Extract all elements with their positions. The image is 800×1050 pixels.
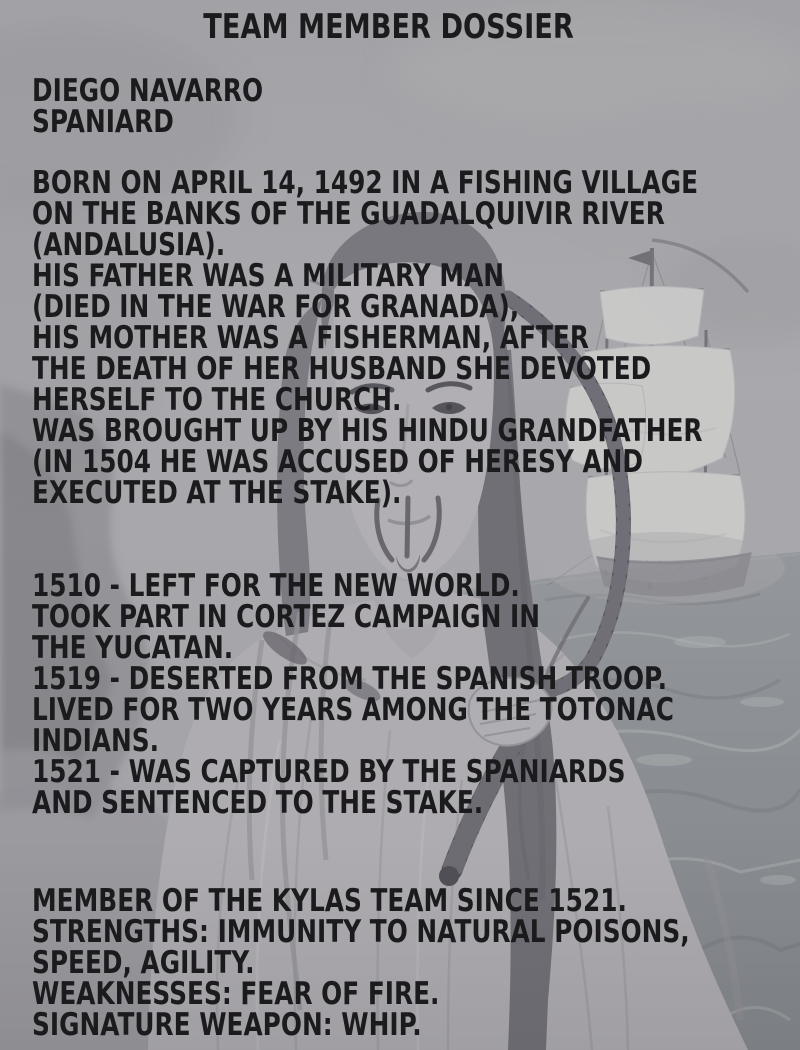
timeline-section bbox=[32, 568, 800, 821]
text-line: 1521 - WAS CAPTURED BY THE SPANIARDS bbox=[32, 754, 626, 790]
text-line: HIS MOTHER WAS A FISHERMAN, AFTER bbox=[32, 320, 589, 356]
text-line: INDIANS. bbox=[32, 723, 160, 759]
biography-section bbox=[32, 165, 800, 511]
text-line: (DIED IN THE WAR FOR GRANADA), bbox=[32, 289, 520, 325]
text-line: LIVED FOR TWO YEARS AMONG THE TOTONAC bbox=[32, 692, 674, 728]
member-identity bbox=[32, 73, 321, 140]
text-line: (IN 1504 HE WAS ACCUSED OF HERESY AND bbox=[32, 444, 644, 480]
text-line: SPEED, AGILITY. bbox=[32, 945, 255, 981]
text-line: 1510 - LEFT FOR THE NEW WORLD. bbox=[32, 568, 520, 604]
page-title-text: TEAM MEMBER DOSSIER bbox=[203, 7, 575, 47]
text-line: BORN ON APRIL 14, 1492 IN A FISHING VILLAGE bbox=[32, 165, 699, 201]
text-line: MEMBER OF THE KYLAS TEAM SINCE 1521. bbox=[32, 883, 627, 919]
text-line: WAS BROUGHT UP BY HIS HINDU GRANDFATHER bbox=[32, 413, 703, 449]
text-line: SIGNATURE WEAPON: WHIP. bbox=[32, 1007, 422, 1043]
text-line: AND SENTENCED TO THE STAKE. bbox=[32, 785, 484, 821]
text-line: WEAKNESSES: FEAR OF FIRE. bbox=[32, 976, 440, 1012]
text-line: (ANDALUSIA). bbox=[32, 227, 226, 263]
member-name: DIEGO NAVARRO bbox=[32, 73, 264, 109]
text-line: ON THE BANKS OF THE GUADALQUIVIR RIVER bbox=[32, 196, 665, 232]
text-line: HERSELF TO THE CHURCH. bbox=[32, 382, 402, 418]
text-line: THE DEATH OF HER HUSBAND SHE DEVOTED bbox=[32, 351, 652, 387]
text-line: STRENGTHS: IMMUNITY TO NATURAL POISONS, bbox=[32, 914, 690, 950]
text-line: TOOK PART IN CORTEZ CAMPAIGN IN bbox=[32, 599, 541, 635]
text-line: HIS FATHER WAS A MILITARY MAN bbox=[32, 258, 505, 294]
member-nationality: SPANIARD bbox=[32, 104, 174, 140]
text-line: EXECUTED AT THE STAKE). bbox=[32, 475, 402, 511]
profile-section bbox=[32, 883, 800, 1043]
text-line: 1519 - DESERTED FROM THE SPANISH TROOP. bbox=[32, 661, 668, 697]
text-line: THE YUCATAN. bbox=[32, 630, 234, 666]
page-title bbox=[0, 7, 778, 47]
